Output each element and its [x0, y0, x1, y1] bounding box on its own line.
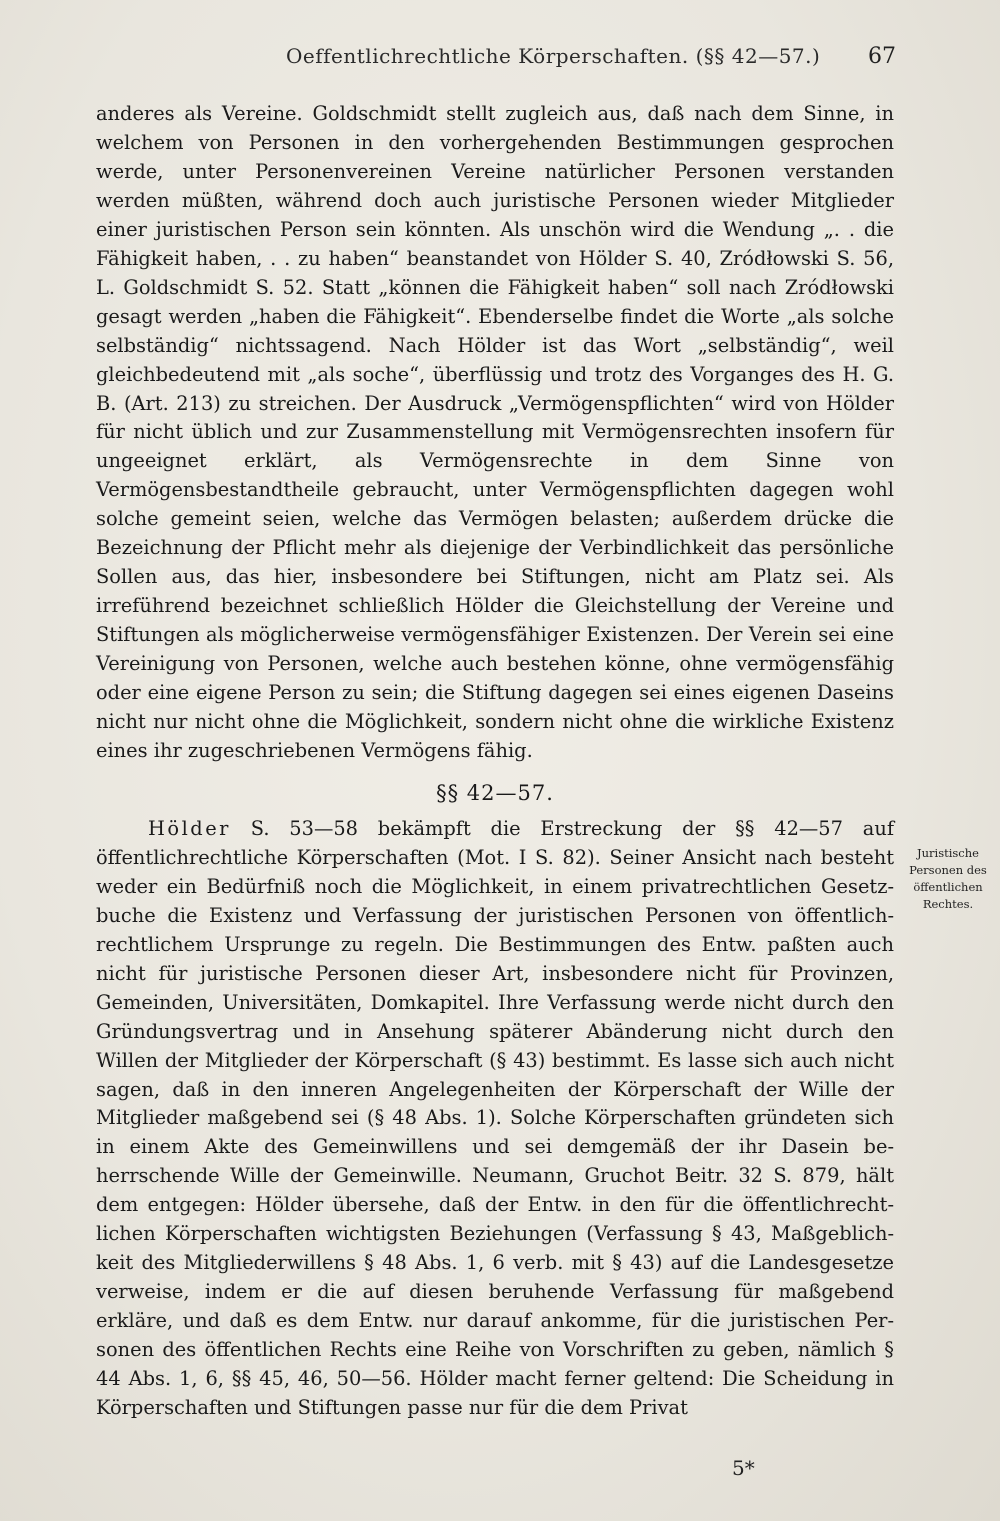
marginal-note-line: Rechtes. — [922, 897, 974, 911]
signature-mark: 5* — [732, 1456, 755, 1480]
body-text — [96, 100, 894, 1423]
paragraph-hoelder-text: S. 53—58 bekämpft die Erstreckung der §§ 42—57 auf öffentlichrechtliche Körperschaften (Mot. I S. 82). Seiner Ansicht nach besteht weder ein Bedürfniß noch die Möglichkeit, in einem privatrechtlichen Gesetzbuche die Existenz und Verfassung der juristischen Personen von öffentlichrechtlichem Ursprunge zu regeln. Die Bestimmungen des Entw. paßten auch nicht für juristische Personen dieser Art, insbesondere nicht für Provinzen, Gemeinden, Universitäten, Domkapitel. Ihre Verfassung werde nicht durch den Gründungsvertrag und in Ansehung späterer Abänderung nicht durch den Willen der Mitglieder der Körperschaft (§ 43) bestimmt. Es lasse sich auch nicht sagen, daß in den inneren Angelegenheiten der Körperschaft der Wille der Mitglieder maßgebend sei (§ 48 Abs. 1). Solche Körperschaften gründeten sich in einem Akte des Gemeinwillens und sei demgemäß der ihr Dasein beherrschende Wille der Gemeinwille. Neumann, Gruchot Beitr. 32 S. 879, hält dem entgegen: Hölder übersehe, daß der Entw. in den für die öffentlichrechtlichen Körperschaften wichtigsten Beziehungen (Verfassung § 43, Maßgeblichkeit des Mitgliederwillens § 48 Abs. 1, 6 verb. mit § 43) auf die Landesgesetze verweise, indem er die auf diesen beruhende Verfassung für maßgebend erkläre, und daß es dem Entw. nur darauf ankomme, für die juristischen Personen des öffentlichen Rechts eine Reihe von Vorschriften zu geben, nämlich § 44 Abs. 1, 6, §§ 45, 46, 50—56. Hölder macht ferner geltend: Die Scheidung in Körperschaften und Stiftungen passe nur für die dem Privat — [96, 816, 894, 1419]
paragraph-continuation: anderes als Vereine. Goldschmidt stellt zugleich aus, daß nach dem Sinne, in welchem von Personen in den vorhergehenden Bestimmungen gesprochen werde, unter Personenvereinen Vereine natürlicher Personen verstanden werden müßten, während doch auch juristische Personen wieder Mitglieder einer juristischen Person sein könnten. Als unschön wird die Wendung „. . die Fähigkeit haben, . . zu haben“ beanstandet von Hölder S. 40, Zródłowski S. 56, L. Goldschmidt S. 52. Statt „können die Fähigkeit haben“ soll nach Zródłowski gesagt werden „haben die Fähigkeit“. Ebenderselbe findet die Worte „als solche selbständig“ nichtssagend. Nach Hölder ist das Wort „selbständig“, weil gleichbedeutend mit „als soche“, überflüssig und trotz des Vorganges des H. G. B. (Art. 213) zu streichen. Der Ausdruck „Vermögenspflichten“ wird von Hölder für nicht üblich und zur Zusammenstellung mit Vermögensrechten insofern für ungeeignet erklärt, als Vermögensrechte in dem Sinne von Vermögensbestandtheile gebraucht, unter Vermögenspflichten dagegen wohl solche gemeint seien, welche das Vermögen belasten; außerdem drücke die Bezeichnung der Pflicht mehr als diejenige der Verbindlichkeit das persönliche Sollen aus, das hier, insbesondere bei Stiftungen, nicht am Platz sei. Als irreführend bezeichnet schließlich Hölder die Gleichstellung der Vereine und Stiftungen als möglicherweise vermögensfähiger Existenzen. Der Verein sei eine Vereinigung von Personen, welche auch bestehen könne, ohne vermögensfähig oder eine eigene Person zu sein; die Stiftung dagegen sei eines eigenen Daseins nicht nur nicht ohne die Möglichkeit, sondern nicht ohne die wirkliche Existenz eines ihr zugeschriebenen Vermögens fähig. — [96, 102, 894, 762]
page-number: 67 — [868, 44, 896, 69]
section-heading: §§ 42—57. — [436, 780, 554, 805]
page-header — [96, 44, 896, 84]
paragraph-hoelder — [96, 815, 894, 1423]
author-name-hoelder: Hölder — [148, 816, 231, 840]
marginal-note-line: Juristische — [917, 846, 979, 860]
running-head: Oeffentlichrechtliche Körperschaften. (§§ 42—57.) — [286, 44, 821, 68]
marginal-note — [902, 845, 994, 913]
marginal-note-line: Personen des — [909, 863, 987, 877]
marginal-note-line: öffentlichen — [913, 880, 983, 894]
